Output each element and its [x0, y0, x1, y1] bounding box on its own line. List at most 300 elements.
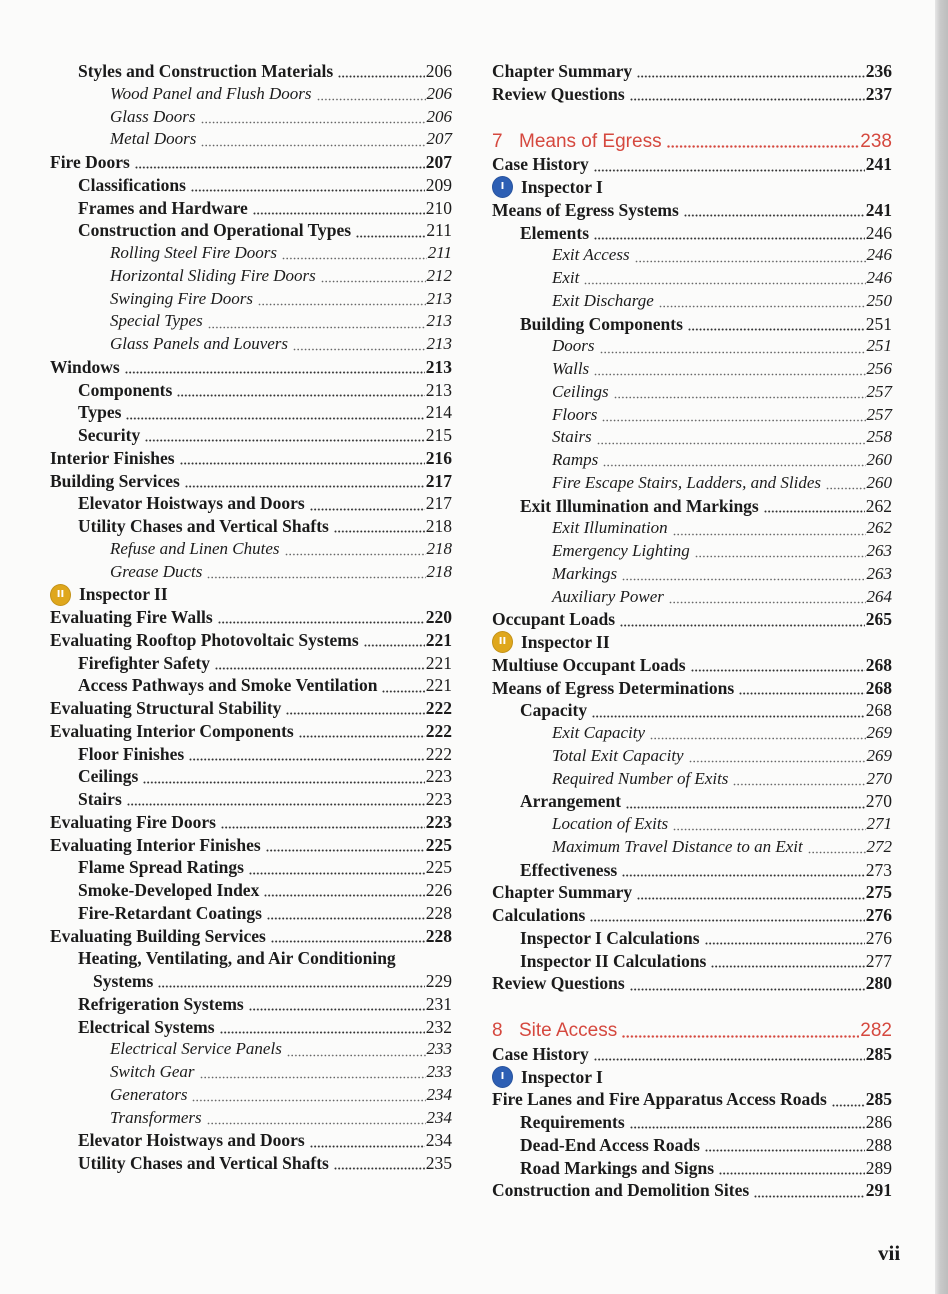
- toc-entry-page: 214: [425, 402, 452, 423]
- dot-leader: [185, 485, 425, 488]
- toc-entry: [50, 811, 452, 834]
- toc-entry-label: Evaluating Interior Components: [50, 720, 294, 741]
- toc-entry-label: Types: [78, 402, 122, 423]
- toc-entry-page: 233: [426, 1039, 452, 1059]
- toc-entry-label: Frames and Hardware: [78, 197, 248, 218]
- toc-entry-continued: [50, 970, 452, 993]
- toc-entry-page: 213: [425, 379, 452, 400]
- toc-entry: [50, 629, 452, 652]
- toc-entry: [50, 515, 452, 538]
- inspector-two-badge-icon: II: [492, 631, 513, 653]
- toc-entry-label: Occupant Loads: [492, 609, 616, 630]
- toc-entry-label: Auxiliary Power: [552, 586, 664, 606]
- toc-entry-page: 222: [425, 720, 452, 741]
- toc-entry: [50, 1152, 452, 1175]
- toc-entry-label: Exit: [552, 268, 580, 287]
- dot-leader: [266, 849, 425, 852]
- toc-entry-page: 221: [425, 652, 452, 673]
- dot-leader: [592, 715, 865, 718]
- dot-leader: [630, 98, 865, 101]
- dot-leader: [201, 144, 425, 147]
- toc-entry: [50, 1038, 452, 1061]
- toc-entry-page: 223: [425, 766, 452, 787]
- dot-leader: [594, 237, 865, 240]
- toc-entry-page: 235: [425, 1153, 452, 1173]
- toc-entry-page: 268: [865, 700, 892, 721]
- toc-entry-label: Elements: [520, 222, 590, 243]
- toc-entry-label: Chapter Summary: [492, 61, 633, 81]
- dot-leader: [334, 1167, 425, 1170]
- toc-entry: [492, 972, 892, 995]
- toc-entry-label: Utility Chases and Vertical Shafts: [78, 516, 329, 536]
- dot-leader: [282, 257, 427, 260]
- dot-leader: [705, 1149, 865, 1152]
- toc-entry: [492, 335, 892, 358]
- toc-entry: [50, 606, 452, 629]
- toc-entry: [50, 401, 452, 424]
- dot-leader: [192, 1099, 425, 1102]
- toc-entry: [492, 426, 892, 449]
- toc-entry: [50, 447, 452, 470]
- toc-entry-label: Refuse and Linen Chutes: [110, 538, 280, 558]
- toc-entry: [50, 356, 452, 379]
- toc-entry-page: 262: [865, 495, 892, 516]
- toc-entry-page: 291: [865, 1180, 892, 1201]
- toc-entry-page: 213: [426, 311, 452, 331]
- toc-entry-label: Inspector I Calculations: [520, 927, 700, 948]
- toc-entry: [492, 1157, 892, 1180]
- inspector-level-label: Inspector I: [521, 177, 603, 197]
- dot-leader: [267, 917, 425, 920]
- toc-entry: [492, 472, 892, 495]
- toc-entry: [50, 83, 452, 106]
- dot-leader: [126, 417, 424, 420]
- toc-entry-label: Components: [78, 379, 173, 400]
- dot-leader: [264, 894, 424, 897]
- toc-entry-label: Case History: [492, 1043, 589, 1064]
- chapter-page: 282: [860, 1020, 892, 1041]
- toc-entry: [492, 358, 892, 381]
- dot-leader: [705, 942, 865, 945]
- toc-entry-label: Evaluating Interior Finishes: [50, 834, 261, 855]
- toc-entry-page: 221: [425, 675, 452, 696]
- toc-entry-page: 260: [866, 450, 892, 469]
- toc-entry: [492, 1088, 892, 1111]
- dot-leader: [145, 439, 425, 442]
- toc-entry: [492, 517, 892, 540]
- toc-entry-page: 213: [426, 334, 452, 353]
- toc-entry-label: Maximum Travel Distance to an Exit: [552, 836, 803, 856]
- toc-entry-page: 223: [425, 789, 452, 809]
- toc-entry: [50, 788, 452, 811]
- toc-entry: [50, 128, 452, 151]
- toc-entry-label: Swinging Fire Doors: [110, 288, 253, 308]
- dot-leader: [249, 872, 425, 875]
- toc-entry-label: Ceilings: [78, 766, 139, 787]
- toc-entry-page: 211: [426, 220, 452, 241]
- toc-entry-page: 217: [425, 493, 452, 514]
- toc-entry-page: 268: [865, 654, 892, 675]
- toc-entry: [50, 288, 452, 311]
- toc-entry-page: 216: [425, 447, 452, 468]
- toc-entry-page: 258: [866, 427, 892, 447]
- dot-leader: [287, 1054, 426, 1057]
- dot-leader: [285, 553, 426, 556]
- toc-entry: [50, 879, 452, 902]
- toc-entry-label: Refrigeration Systems: [78, 993, 244, 1014]
- toc-entry-label: Requirements: [520, 1112, 625, 1132]
- toc-entry: [50, 765, 452, 788]
- toc-entry-label: Doors: [552, 336, 595, 356]
- dot-leader: [684, 214, 865, 217]
- dot-leader: [808, 851, 866, 854]
- toc-entry-label: Flame Spread Ratings: [78, 857, 244, 878]
- toc-entry-label: Dead-End Access Roads: [520, 1134, 700, 1155]
- toc-entry-page: 206: [425, 61, 452, 81]
- toc-entry-label: Windows: [50, 356, 120, 377]
- toc-entry-label: Chapter Summary: [492, 882, 633, 903]
- toc-entry: [50, 947, 452, 970]
- toc-entry-label: Total Exit Capacity: [552, 745, 684, 765]
- toc-entry: [50, 1107, 452, 1130]
- toc-entry-label: Access Pathways and Smoke Ventilation: [78, 675, 378, 696]
- toc-entry: [492, 199, 892, 222]
- toc-entry: [50, 674, 452, 697]
- dot-leader: [603, 464, 865, 467]
- toc-entry-page: 251: [866, 336, 892, 356]
- toc-entry: [492, 859, 892, 882]
- toc-entry-page: 280: [865, 973, 892, 994]
- toc-entry-page: 289: [865, 1157, 892, 1178]
- toc-entry-page: 265: [865, 609, 892, 630]
- toc-entry-page: 206: [426, 83, 452, 103]
- dot-leader: [382, 690, 424, 693]
- toc-entry-label: Exit Capacity: [552, 723, 646, 742]
- toc-entry-label: Floors: [552, 404, 598, 424]
- inspector-level-label: Inspector II: [79, 584, 168, 605]
- toc-entry: [50, 561, 452, 584]
- toc-entry-label: Case History: [492, 154, 589, 175]
- dot-leader: [597, 442, 866, 445]
- toc-entry-page: 288: [865, 1134, 892, 1155]
- dot-leader: [299, 735, 425, 738]
- toc-entry-page: 246: [866, 268, 892, 287]
- toc-entry-label: Effectiveness: [520, 859, 618, 880]
- toc-entry-label: Building Components: [520, 313, 683, 334]
- toc-entry-page: 234: [425, 1130, 452, 1151]
- inspector-level-label: Inspector I: [521, 1066, 603, 1087]
- toc-entry: [492, 950, 892, 973]
- page-number: vii: [878, 1241, 901, 1265]
- toc-entry-page: 207: [426, 129, 452, 149]
- toc-entry: [492, 722, 892, 745]
- toc-entry-label: Evaluating Fire Doors: [50, 811, 216, 832]
- dot-leader: [688, 328, 865, 331]
- toc-entry: [492, 83, 892, 106]
- dot-leader: [258, 303, 426, 306]
- toc-entry-label: Evaluating Rooftop Photovoltaic Systems: [50, 629, 359, 650]
- toc-entry: [492, 153, 892, 176]
- dot-leader: [754, 1195, 865, 1198]
- toc-entry-page: 218: [426, 538, 452, 558]
- toc-entry: [492, 244, 892, 267]
- dot-leader: [594, 169, 865, 172]
- toc-entry: [50, 151, 452, 174]
- toc-entry-page: 276: [865, 905, 892, 925]
- toc-entry-page: 210: [425, 197, 452, 218]
- toc-entry-page: 273: [865, 859, 892, 880]
- dot-leader: [271, 940, 425, 943]
- toc-entry-page: 269: [866, 723, 892, 742]
- dot-leader: [832, 1104, 865, 1107]
- toc-entry-page: 264: [866, 586, 892, 606]
- toc-entry: [492, 1111, 892, 1134]
- dot-leader: [673, 533, 866, 536]
- toc-entry-label: Markings: [552, 563, 618, 583]
- dot-leader: [364, 644, 425, 647]
- toc-entry-page: 241: [865, 154, 892, 175]
- toc-entry-label: Electrical Service Panels: [110, 1039, 282, 1059]
- toc-entry-page: 262: [866, 518, 892, 538]
- dot-leader: [739, 692, 865, 695]
- toc-entry-page: 225: [425, 834, 452, 855]
- toc-entry-page: 268: [865, 677, 892, 698]
- toc-entry-page: 233: [426, 1062, 452, 1081]
- toc-entry-page: 212: [426, 265, 452, 285]
- dot-leader: [208, 326, 426, 329]
- dot-leader: [143, 781, 424, 784]
- toc-entry-page: 218: [425, 516, 452, 536]
- toc-entry-page: 285: [865, 1089, 892, 1110]
- toc-entry: [492, 495, 892, 518]
- toc-entry: [492, 313, 892, 336]
- toc-entry-page: 277: [865, 950, 892, 971]
- toc-entry: [492, 836, 892, 859]
- dot-leader: [293, 348, 425, 351]
- toc-entry-label: Required Number of Exits: [552, 768, 729, 788]
- toc-entry: [492, 267, 892, 290]
- page-edge-shadow: [935, 0, 948, 1294]
- dot-leader: [594, 373, 865, 376]
- toc-entry-label: Capacity: [520, 700, 588, 721]
- toc-entry-page: 211: [427, 243, 452, 262]
- toc-entry-page: 286: [865, 1112, 892, 1132]
- dot-leader: [764, 510, 865, 513]
- dot-leader: [200, 1076, 426, 1079]
- dot-leader: [602, 419, 865, 422]
- toc-entry-page: 229: [425, 971, 452, 991]
- dot-leader: [650, 737, 865, 740]
- toc-entry-label: Smoke-Developed Index: [78, 880, 260, 900]
- toc-entry: [50, 856, 452, 879]
- toc-entry-label: Wood Panel and Flush Doors: [110, 83, 312, 103]
- dot-leader: [614, 396, 866, 399]
- dot-leader: [630, 988, 865, 991]
- dot-leader: [584, 282, 865, 285]
- toc-entry-label: Glass Doors: [110, 106, 196, 126]
- toc-entry: [492, 404, 892, 427]
- chapter-title: Site Access: [519, 1020, 618, 1041]
- toc-entry: [50, 697, 452, 720]
- dot-leader: [221, 826, 425, 829]
- dot-leader: [191, 189, 425, 192]
- toc-entry: [50, 925, 452, 948]
- dot-leader: [637, 75, 865, 78]
- toc-entry: [50, 1016, 452, 1039]
- toc-entry-label: Transformers: [110, 1107, 202, 1127]
- toc-entry-label: Exit Illumination: [552, 518, 668, 538]
- toc-entry: [492, 790, 892, 813]
- dot-leader: [135, 166, 425, 169]
- inspector-two-badge-icon: II: [50, 584, 71, 606]
- toc-entry-label: Construction and Demolition Sites: [492, 1180, 750, 1201]
- toc-entry-label: Construction and Operational Types: [78, 220, 352, 241]
- toc-entry-label: Interior Finishes: [50, 447, 175, 468]
- toc-entry-page: 222: [425, 743, 452, 764]
- toc-left-column: [50, 60, 452, 1175]
- toc-entry-label: Calculations: [492, 905, 586, 925]
- toc-entry: [492, 222, 892, 245]
- dot-leader: [719, 1172, 865, 1175]
- toc-entry-label: Heating, Ventilating, and Air Conditioning: [78, 948, 396, 969]
- toc-entry-page: 234: [426, 1084, 452, 1104]
- toc-right-column: [492, 60, 892, 1202]
- toc-entry: [50, 492, 452, 515]
- toc-entry-page: 228: [425, 925, 452, 946]
- dot-leader: [310, 1145, 425, 1148]
- toc-entry-page: 272: [866, 836, 892, 856]
- dot-leader: [317, 98, 426, 101]
- inspector-one-badge-icon: I: [492, 176, 513, 198]
- toc-entry-label: Styles and Construction Materials: [78, 61, 334, 81]
- dot-leader: [659, 305, 866, 308]
- toc-entry-label: Review Questions: [492, 83, 625, 104]
- toc-entry-label: Inspector II Calculations: [520, 950, 707, 971]
- toc-entry: [492, 586, 892, 609]
- toc-entry-label: Elevator Hoistways and Doors: [78, 1130, 305, 1151]
- dot-leader: [220, 1031, 425, 1034]
- toc-entry-label: Rolling Steel Fire Doors: [110, 243, 277, 262]
- toc-entry: [492, 677, 892, 700]
- toc-entry-page: 217: [425, 470, 452, 491]
- toc-entry-page: 207: [425, 152, 452, 172]
- dot-leader: [286, 712, 424, 715]
- toc-entry-label: Location of Exits: [552, 814, 669, 833]
- toc-entry-label: Exit Access: [552, 245, 630, 265]
- inspector-level-heading: [492, 631, 892, 654]
- toc-entry: [50, 1061, 452, 1084]
- toc-entry-label: Ramps: [552, 450, 599, 469]
- toc-entry-page: 225: [425, 857, 452, 878]
- dot-leader: [733, 783, 865, 786]
- toc-entry: [50, 743, 452, 766]
- toc-entry-page: 236: [865, 61, 892, 81]
- toc-entry-page: 275: [865, 882, 892, 903]
- toc-entry-page: 269: [866, 745, 892, 765]
- dot-leader: [189, 758, 425, 761]
- toc-entry-label: Electrical Systems: [78, 1016, 215, 1037]
- toc-entry-label: Grease Ducts: [110, 561, 203, 581]
- toc-entry: [492, 60, 892, 83]
- toc-entry: [492, 290, 892, 313]
- dot-leader: [689, 760, 866, 763]
- toc-entry-label: Fire-Retardant Coatings: [78, 902, 262, 923]
- dot-leader: [253, 212, 425, 215]
- toc-entry-label: Switch Gear: [110, 1062, 195, 1081]
- dot-leader: [177, 394, 424, 397]
- toc-entry: [50, 219, 452, 242]
- toc-entry-label: Security: [78, 425, 141, 445]
- toc-entry: [50, 1084, 452, 1107]
- toc-entry-label: Multiuse Occupant Loads: [492, 654, 686, 675]
- toc-entry: [50, 310, 452, 333]
- dot-leader: [691, 669, 865, 672]
- toc-entry: [492, 768, 892, 791]
- toc-entry: [492, 904, 892, 927]
- toc-entry-label: Special Types: [110, 311, 203, 331]
- toc-entry: [50, 60, 452, 83]
- toc-entry-label: Road Markings and Signs: [520, 1157, 715, 1178]
- toc-entry-page: 213: [426, 288, 452, 308]
- toc-entry: [50, 333, 452, 356]
- toc-entry-page: 276: [865, 927, 892, 948]
- toc-entry-label: Elevator Hoistways and Doors: [78, 493, 305, 514]
- toc-entry-label: Glass Panels and Louvers: [110, 334, 289, 353]
- toc-entry-label: Horizontal Sliding Fire Doors: [110, 265, 316, 285]
- toc-entry: [50, 902, 452, 925]
- dot-leader: [669, 601, 866, 604]
- toc-entry: [50, 242, 452, 265]
- toc-entry-page: 257: [866, 404, 892, 424]
- toc-entry-page: 270: [865, 791, 892, 812]
- dot-leader: [667, 145, 860, 148]
- toc-entry-label: Firefighter Safety: [78, 652, 211, 673]
- toc-entry-page: 263: [866, 541, 892, 560]
- toc-entry: [492, 540, 892, 563]
- toc-entry-label: Metal Doors: [110, 129, 197, 149]
- toc-entry-label: Arrangement: [520, 791, 622, 812]
- chapter-heading: [492, 1020, 892, 1043]
- dot-leader: [356, 235, 425, 238]
- toc-entry-page: 237: [865, 83, 892, 104]
- dot-leader: [334, 530, 425, 533]
- dot-leader: [338, 75, 425, 78]
- toc-entry-label: Fire Lanes and Fire Apparatus Access Roads: [492, 1089, 827, 1110]
- toc-entry-label: Evaluating Structural Stability: [50, 698, 282, 718]
- toc-entry: [50, 174, 452, 197]
- toc-entry-page: 221: [425, 629, 452, 650]
- inspector-level-heading: [50, 583, 452, 606]
- toc-entry: [50, 720, 452, 743]
- toc-entry-label: Exit Illumination and Markings: [520, 495, 759, 516]
- toc-entry-page: 251: [865, 313, 892, 334]
- dot-leader: [711, 965, 864, 968]
- toc-entry: [50, 652, 452, 675]
- toc-entry-page: 256: [866, 359, 892, 378]
- toc-entry-page: 232: [425, 1016, 452, 1037]
- toc-entry-page: 250: [866, 290, 892, 310]
- toc-entry-label: Generators: [110, 1084, 188, 1104]
- chapter-title: Means of Egress: [519, 130, 662, 152]
- toc-entry-label: Evaluating Fire Walls: [50, 607, 213, 627]
- inspector-one-badge-icon: I: [492, 1066, 513, 1088]
- toc-entry: [492, 1043, 892, 1066]
- toc-entry-label: Utility Chases and Vertical Shafts: [78, 1153, 329, 1173]
- toc-entry-page: 270: [866, 768, 892, 788]
- toc-entry-label: Means of Egress Determinations: [492, 677, 735, 698]
- chapter-page: 238: [860, 130, 892, 152]
- dot-leader: [201, 121, 426, 124]
